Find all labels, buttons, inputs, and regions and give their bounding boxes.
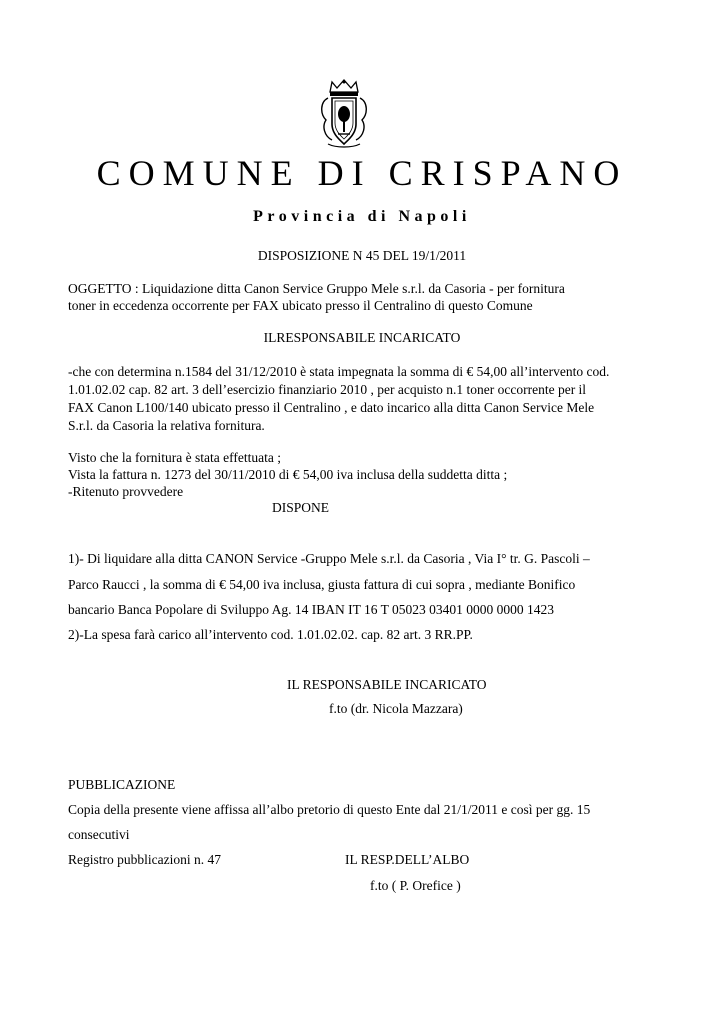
- registro-pubblicazioni: Registro pubblicazioni n. 47: [68, 852, 221, 867]
- premessa-line: S.r.l. da Casoria la relativa fornitura.: [68, 418, 265, 433]
- page-title: COMUNE DI CRISPANO: [96, 153, 628, 193]
- pubblicazione-line: consecutivi: [68, 827, 130, 842]
- pubblicazione-heading: PUBBLICAZIONE: [68, 777, 176, 792]
- responsabile-heading: ILRESPONSABILE INCARICATO: [263, 330, 461, 345]
- province-subtitle: Provincia di Napoli: [253, 208, 471, 225]
- municipal-crest-icon: [318, 78, 370, 150]
- dispone-line: bancario Banca Popolare di Sviluppo Ag. 14 IBAN IT 16 T 05023 03401 0000 0000 1423: [68, 602, 554, 617]
- disposition-number: DISPOSIZIONE N 45 DEL 19/1/2011: [257, 248, 467, 263]
- albo-name: f.to ( P. Orefice ): [370, 878, 461, 893]
- oggetto-line-1: OGGETTO : Liquidazione ditta Canon Service Gruppo Mele s.r.l. da Casoria - per fornitura: [68, 281, 565, 296]
- signature-role: IL RESPONSABILE INCARICATO: [287, 677, 487, 692]
- visto-line: Visto che la fornitura è stata effettuata ;: [68, 450, 281, 465]
- dispone-line: Parco Raucci , la somma di € 54,00 iva inclusa, giusta fattura di cui sopra , mediante Bonifico: [68, 577, 576, 592]
- oggetto-line-2: toner in eccedenza occorrente per FAX ubicato presso il Centralino di questo Comune: [68, 298, 533, 313]
- albo-role: IL RESP.DELL’ALBO: [345, 852, 470, 867]
- dispone-line: 2)-La spesa farà carico all’intervento cod. 1.01.02.02. cap. 82 art. 3 RR.PP.: [68, 627, 473, 642]
- visto-line: -Ritenuto provvedere: [68, 484, 184, 499]
- signature-name: f.to (dr. Nicola Mazzara): [329, 701, 463, 716]
- premessa-line: -che con determina n.1584 del 31/12/2010 è stata impegnata la somma di € 54,00 all’intervento cod.: [68, 364, 610, 379]
- dispone-line: 1)- Di liquidare alla ditta CANON Service -Gruppo Mele s.r.l. da Casoria , Via I° tr. G. Pascoli –: [68, 551, 590, 566]
- pubblicazione-line: Copia della presente viene affissa all’albo pretorio di questo Ente dal 21/1/2011 e così per gg. 15: [68, 802, 591, 817]
- dispone-heading: DISPONE: [272, 500, 330, 515]
- premessa-line: 1.01.02.02 cap. 82 art. 3 dell’esercizio finanziario 2010 , per acquisto n.1 toner occorrente per il: [68, 382, 587, 397]
- visto-line: Vista la fattura n. 1273 del 30/11/2010 di € 54,00 iva inclusa della suddetta ditta ;: [68, 467, 508, 482]
- premessa-line: FAX Canon L100/140 ubicato presso il Centralino , e dato incarico alla ditta Canon Service Mele: [68, 400, 595, 415]
